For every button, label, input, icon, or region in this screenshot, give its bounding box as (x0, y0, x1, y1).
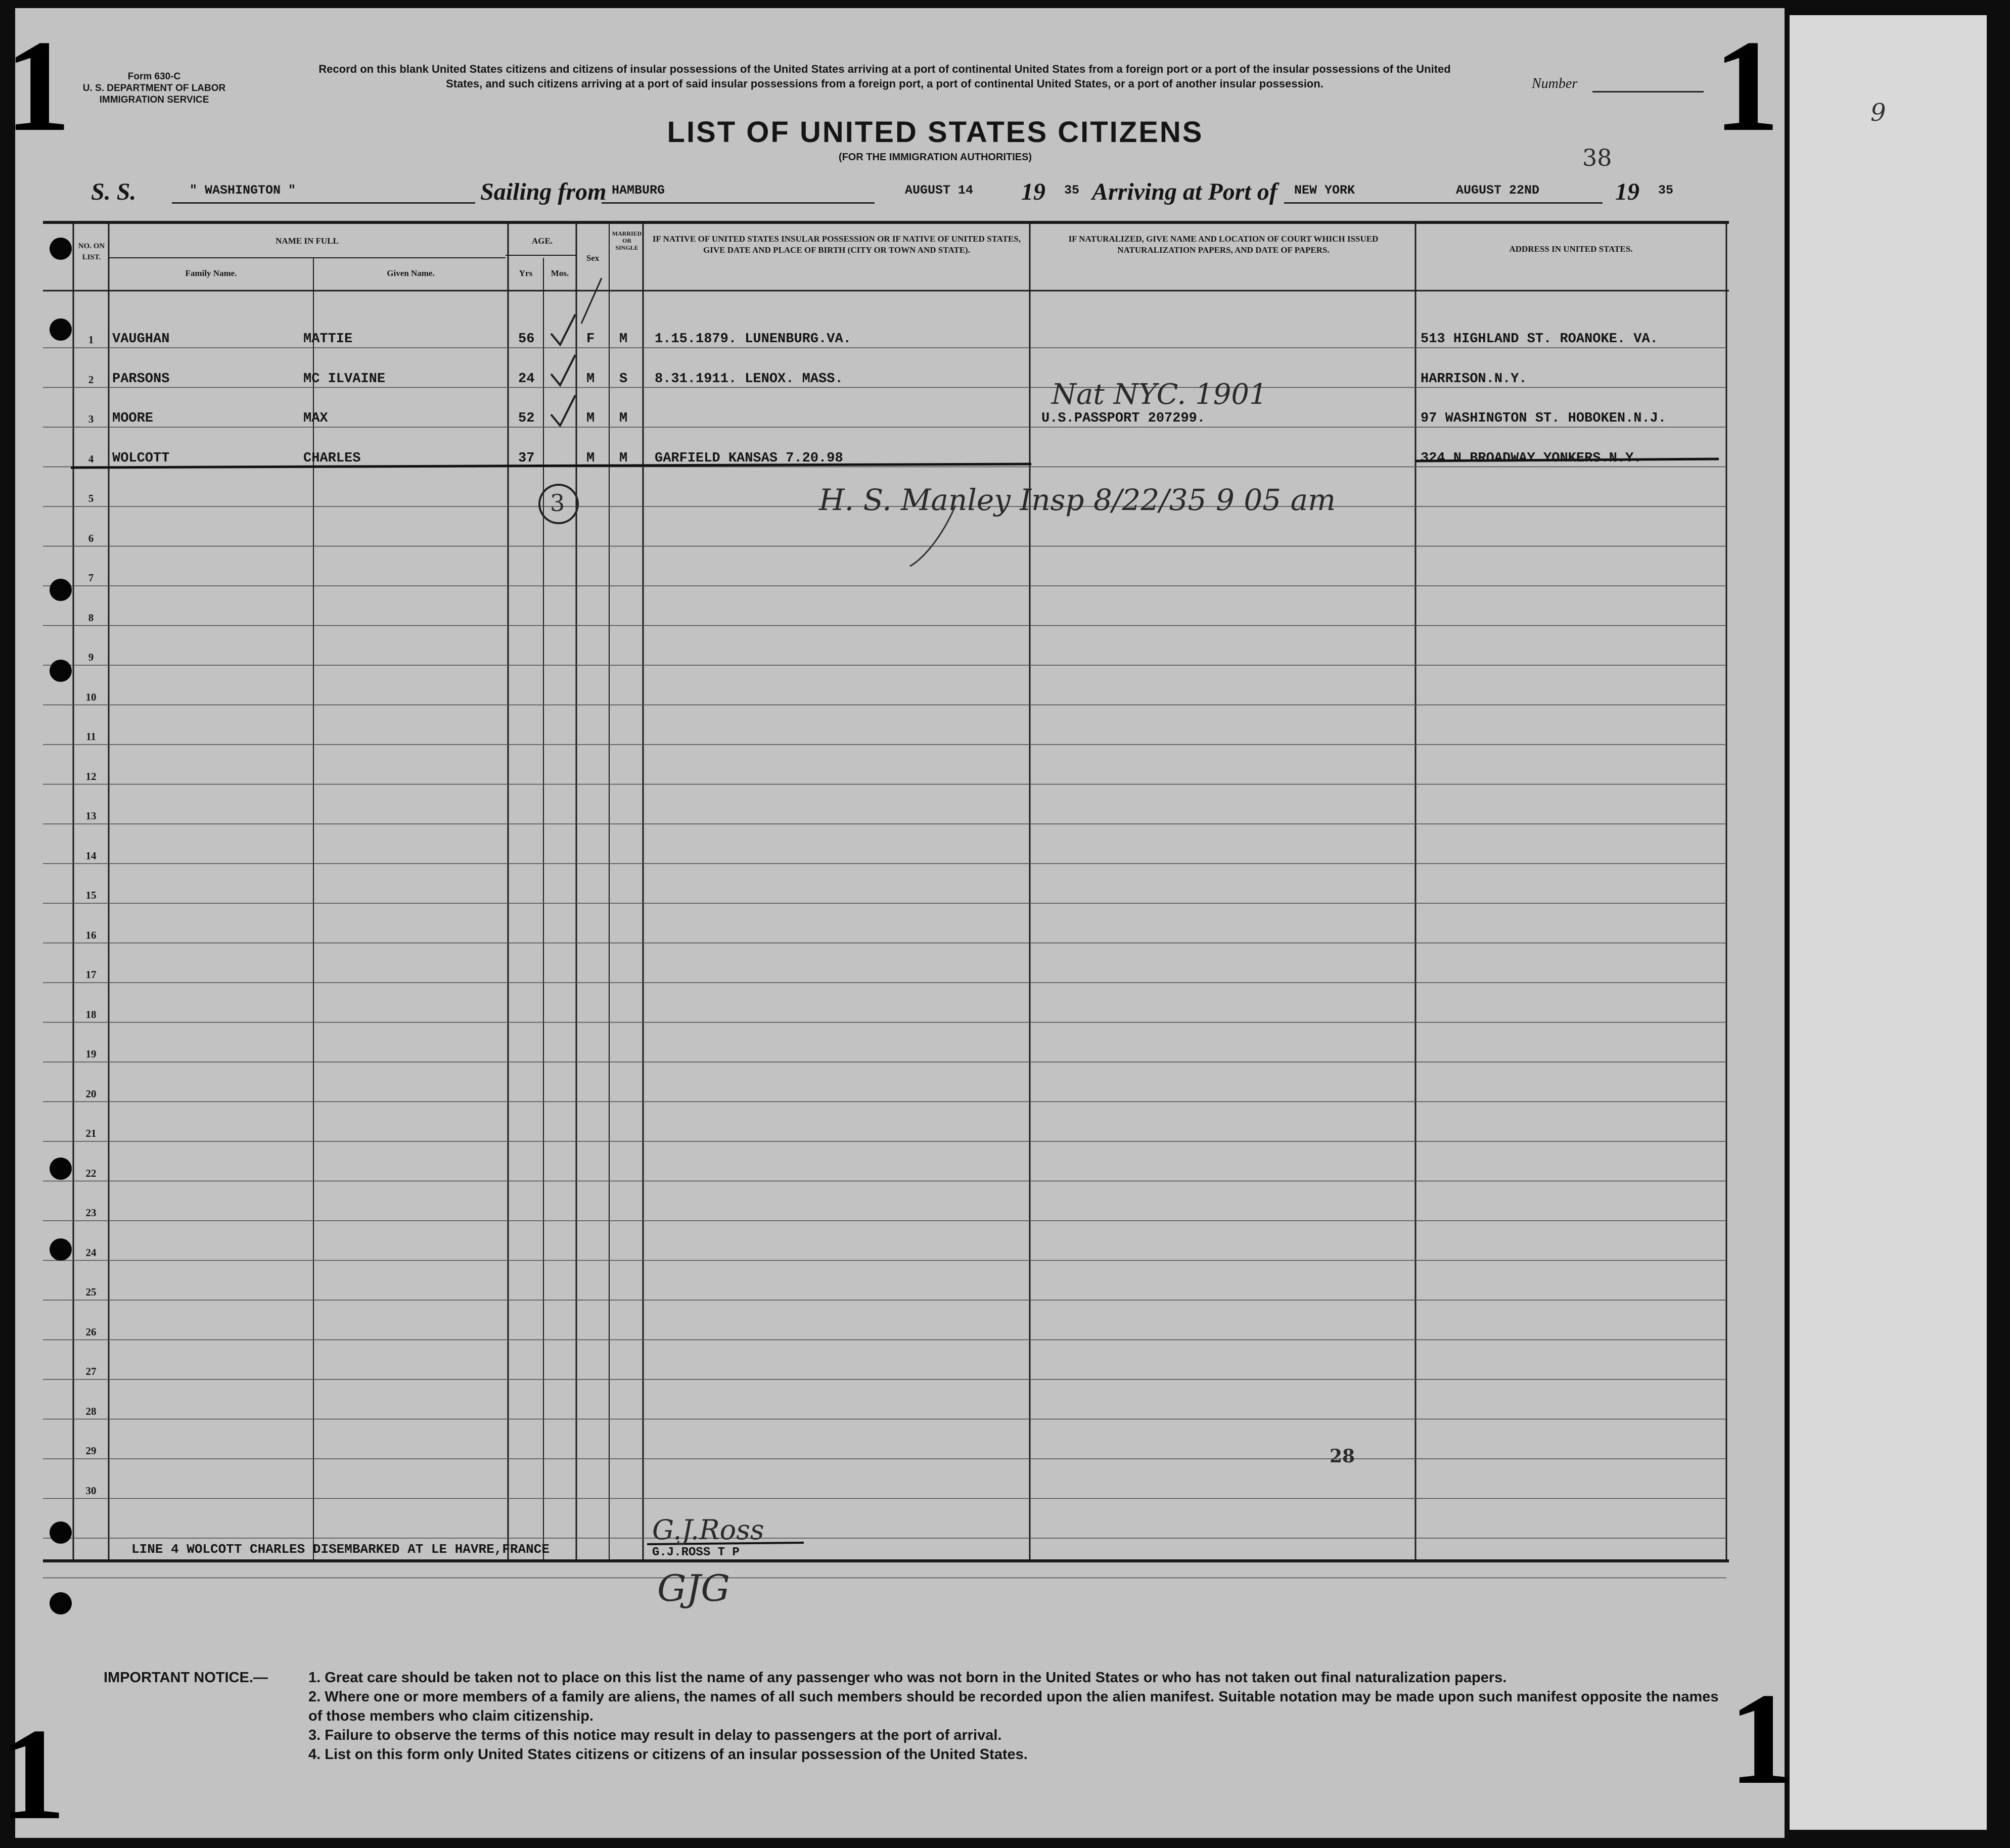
family-name-cell: MOORE (112, 411, 154, 426)
row-number: 19 (85, 1048, 97, 1060)
ss-label: S. S. (91, 178, 136, 205)
given-name-cell: MAX (303, 411, 328, 426)
age-years-cell: 56 (518, 332, 535, 347)
row-number: 26 (85, 1325, 97, 1338)
port-to: NEW YORK (1294, 183, 1355, 198)
depart-year: 35 (1064, 183, 1080, 198)
side-note: 9 (1870, 99, 1886, 127)
ship-name: " WASHINGTON " (190, 183, 296, 198)
stamp-number: 28 (1330, 1446, 1355, 1467)
marital-status-cell: S (619, 371, 628, 387)
notice-items (308, 1668, 1734, 1764)
marital-status-cell: M (619, 411, 628, 426)
address-cell: 324 N BROADWAY YONKERS.N.Y. (1421, 450, 1642, 466)
col-name-in-full: NAME IN FULL (276, 236, 339, 246)
record-instruction: Record on this blank United States citizens and citizens of insular possessions of the United States arriving at a port of continental United States from a foreign port or a port of the insular possessions of the United States, and such citizens arriving at a port of said insular possessions from a foreign port, a port of continental United States, or a port of another insular possession. (318, 63, 1451, 90)
service: IMMIGRATION SERVICE (99, 95, 209, 105)
form-id: Form 630-C (127, 71, 181, 82)
birth-cell: GARFIELD KANSAS 7.20.98 (655, 450, 843, 466)
number-label: Number (1532, 76, 1578, 91)
family-name-cell: PARSONS (112, 371, 170, 387)
notice-item-1: 1. Great care should be taken not to place on this list the name of any passenger who was not born in the United States or who has not taken out final naturalization papers. (308, 1670, 1507, 1686)
binding-hole (50, 579, 72, 601)
row-number: 9 (88, 651, 94, 663)
row-number: 11 (86, 730, 96, 743)
col-married-single: MARRIED OR SINGLE (612, 230, 642, 251)
address-cell: HARRISON.N.Y. (1421, 371, 1527, 387)
col-sex: Sex (586, 253, 600, 263)
depart-date: AUGUST 14 (905, 183, 974, 198)
sex-cell: M (586, 371, 595, 387)
row-number: 27 (85, 1365, 97, 1377)
arrive-year-prefix: 19 (1615, 178, 1639, 205)
address-cell: 97 WASHINGTON ST. HOBOKEN.N.J. (1421, 411, 1667, 426)
marital-status-cell: M (619, 450, 628, 466)
department: U. S. DEPARTMENT OF LABOR (82, 83, 226, 94)
row-number: 21 (85, 1127, 97, 1139)
page-subtitle: (FOR THE IMMIGRATION AUTHORITIES) (838, 152, 1032, 163)
corner-mark-bottom-right: 1 (1729, 1666, 1795, 1812)
corner-mark-top-right: 1 (1714, 13, 1779, 159)
footer-signer: G.J.ROSS T P (652, 1546, 740, 1559)
page-number: 38 (1582, 144, 1612, 171)
binding-hole (50, 1238, 72, 1261)
row-number: 3 (88, 413, 94, 425)
row-number: 23 (85, 1207, 97, 1219)
col-age: AGE. (531, 236, 553, 246)
row-number: 4 (88, 452, 94, 465)
notice-label: IMPORTANT NOTICE.— (104, 1670, 268, 1686)
row-number: 1 (88, 334, 94, 346)
row-number: 16 (85, 929, 97, 941)
port-from: HAMBURG (612, 183, 665, 198)
col-family-name: Family Name. (185, 268, 237, 278)
row-number: 12 (85, 770, 97, 782)
row-number: 5 (88, 492, 94, 504)
sex-cell: M (586, 411, 595, 426)
binding-hole (50, 1521, 72, 1544)
notice-item-2: 2. Where one or more members of a family are aliens, the names of all such members should be recorded upon the alien manifest. Suitable notation may be made upon such manifest opposite the names of those members who claim citizenship. (308, 1689, 1719, 1724)
row-number: 13 (85, 810, 97, 822)
depart-year-prefix: 19 (1021, 178, 1045, 205)
row-number: 10 (85, 690, 97, 703)
col-address: ADDRESS IN UNITED STATES. (1509, 244, 1633, 254)
notice-item-4: 4. List on this form only United States citizens or citizens of an insular possession of the United States. (308, 1746, 1028, 1763)
naturalized-cell: U.S.PASSPORT 207299. (1041, 411, 1206, 426)
row-number: 25 (85, 1286, 97, 1298)
corner-mark-bottom-left: 1 (0, 1701, 66, 1847)
birth-cell: 8.31.1911. LENOX. MASS. (655, 371, 843, 387)
given-name-cell: MATTIE (303, 332, 353, 347)
sailing-from-label: Sailing from (480, 178, 607, 205)
row-number: 29 (85, 1445, 97, 1457)
row-number: 17 (85, 968, 97, 981)
signature: G.J.Ross (652, 1514, 764, 1546)
col-naturalized: IF NATURALIZED, GIVE NAME AND LOCATION OF COURT WHICH ISSUED NATURALIZATION PAPERS, AND DATE OF PAPERS. (1068, 234, 1379, 255)
birth-cell: 1.15.1879. LUNENBURG.VA. (655, 332, 851, 347)
row-number: 7 (88, 572, 94, 584)
inspector-note: H. S. Manley Insp 8/22/35 9 05 am (819, 483, 1336, 517)
footer-note: LINE 4 WOLCOTT CHARLES DISEMBARKED AT LE HAVRE,FRANCE (131, 1542, 550, 1557)
given-name-cell: CHARLES (303, 450, 361, 466)
notice-item-3: 3. Failure to observe the terms of this notice may result in delay to passengers at the port of arrival. (308, 1727, 1002, 1743)
corner-mark-top-left: 1 (5, 13, 71, 159)
naturalized-note: Nat NYC. 1901 (1052, 378, 1267, 411)
row-number: 24 (85, 1246, 97, 1259)
sex-cell: M (586, 450, 595, 466)
family-name-cell: WOLCOTT (112, 450, 170, 466)
arrive-date: AUGUST 22ND (1456, 183, 1540, 198)
arriving-label: Arriving at Port of (1092, 178, 1277, 205)
row-number: 6 (88, 532, 94, 544)
row-number: 30 (85, 1484, 97, 1497)
age-years-cell: 52 (518, 411, 535, 426)
row-number: 20 (85, 1087, 97, 1100)
binding-hole (50, 660, 72, 682)
row-number: 8 (88, 611, 94, 624)
initials: GJG (657, 1567, 730, 1609)
arrive-year: 35 (1658, 183, 1674, 198)
binding-hole (50, 1592, 72, 1614)
col-no-on-list: NO. ON LIST. (78, 242, 105, 261)
age-years-cell: 37 (518, 450, 535, 466)
family-name-cell: VAUGHAN (112, 332, 170, 347)
binding-hole (50, 318, 72, 341)
binding-hole (50, 1158, 72, 1180)
col-mos: Mos. (551, 268, 569, 278)
row-number: 14 (85, 849, 97, 862)
binding-hole (50, 238, 72, 260)
marital-status-cell: M (619, 332, 628, 347)
col-birth: IF NATIVE OF UNITED STATES INSULAR POSSESSION OR IF NATIVE OF UNITED STATES, GIVE DATE AND PLACE OF BIRTH (CITY OR TOWN AND STATE). (652, 234, 1021, 255)
sex-cell: F (586, 332, 595, 347)
page-title: LIST OF UNITED STATES CITIZENS (667, 116, 1204, 149)
age-years-cell: 24 (518, 371, 535, 387)
address-cell: 513 HIGHLAND ST. ROANOKE. VA. (1421, 332, 1658, 347)
row-number: 18 (85, 1008, 97, 1021)
given-name-cell: MC ILVAINE (303, 371, 386, 387)
col-yrs: Yrs (519, 268, 533, 278)
row-number: 22 (85, 1167, 97, 1179)
row-number: 15 (85, 889, 97, 901)
count-circled: 3 (550, 489, 565, 517)
col-given-name: Given Name. (387, 268, 435, 278)
row-number: 28 (85, 1405, 97, 1417)
row-number: 2 (88, 373, 94, 386)
